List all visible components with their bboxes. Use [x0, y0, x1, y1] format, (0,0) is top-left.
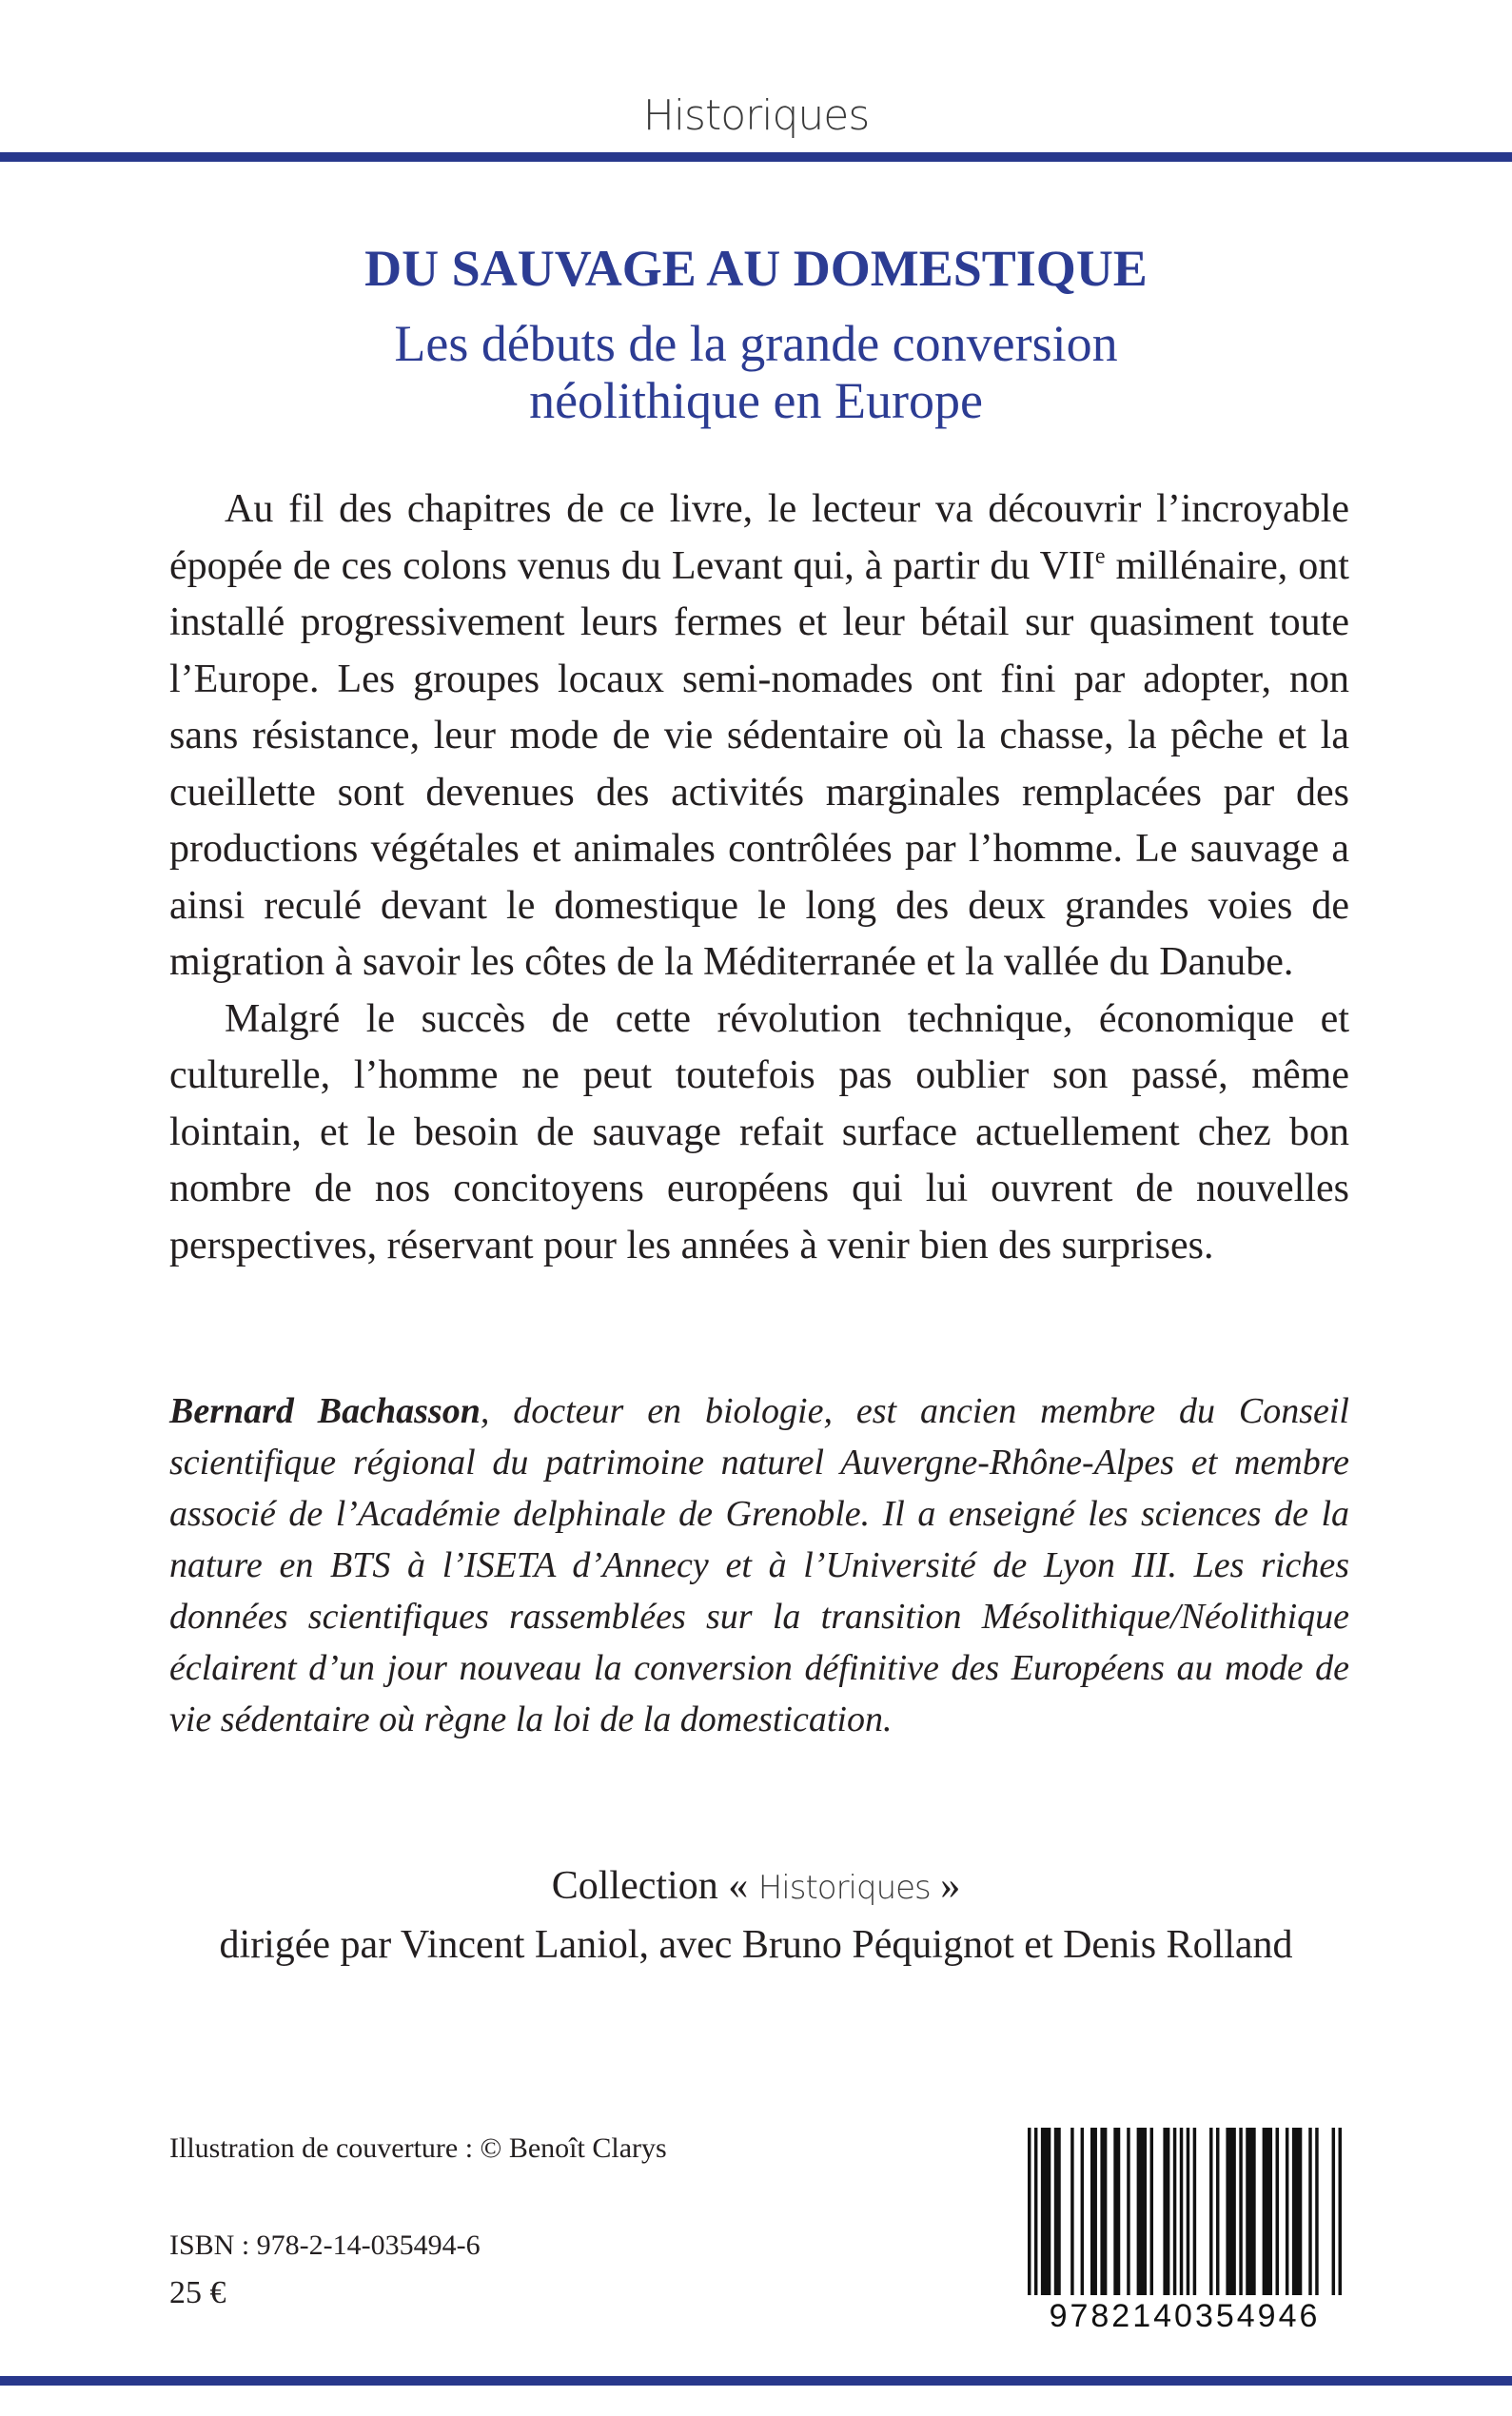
collection-line	[0, 1857, 1512, 1916]
barcode-bar	[1100, 2128, 1107, 2295]
isbn: ISBN : 978-2-14-035494-6	[169, 2229, 481, 2261]
barcode-bar	[1054, 2128, 1061, 2295]
collection-info	[0, 1857, 1512, 1974]
barcode-bar	[1276, 2128, 1279, 2295]
collection-directors: dirigée par Vincent Laniol, avec Bruno Péquignot et Denis Rolland	[219, 1923, 1293, 1967]
author-name: Bernard Bachasson	[169, 1391, 481, 1431]
collection-suffix: »	[930, 1864, 961, 1908]
author-bio-text: , docteur en biologie, est ancien membre du Conseil scientifique régional du patrimoine naturel Auvergne-Rhône-Alpes et membre associé de l’Académie delphinale de Grenoble. Il a enseigné les sciences de la nature en BTS à l’ISETA d’Annecy et à l’Université de Lyon III. Les riches données scientifiques rassemblées sur la transition Mésolithique/Néolithique éclairent d’un jour nouveau la conversion définitive des Européens au mode de vie sédentaire où règne la loi de la domestication.	[169, 1391, 1349, 1739]
blurb-paragraph-2: Malgré le succès de cette révolution technique, économique et culturelle, l’homme ne peut toutefois pas oublier son passé, même lointain, et le besoin de sauvage refait surface actuellement chez bon nombre de nos concitoyens européens qui lui ouvrent de nouvelles perspectives, réservant pour les années à venir bien des surprises.	[169, 996, 1349, 1267]
subtitle-line-2: néolithique en Europe	[529, 372, 983, 429]
blurb-p1-end: millénaire, ont installé progressivement leurs fermes et leur bétail sur quasiment toute l’Europe. Les groupes locaux semi-nomades ont fini par adopter, non sans résistance, leur mode de vie sédentaire où la chasse, la pêche et la cueillette sont devenues des activités marginales remplacées par des productions végétales et animales contrôlées par l’homme. Le sauvage a ainsi reculé devant le domestique le long des deux grandes voies de migration à savoir les côtes de la Méditerranée et la vallée du Danube.	[169, 543, 1349, 984]
barcode-bar	[1239, 2128, 1242, 2295]
barcode-bar	[1034, 2128, 1037, 2295]
barcode-bar	[1339, 2128, 1342, 2295]
barcode	[1028, 2128, 1342, 2337]
bottom-divider	[0, 2376, 1512, 2386]
barcode-bar	[1187, 2128, 1189, 2295]
superscript-e: e	[1094, 543, 1106, 569]
barcode-bar	[1150, 2128, 1153, 2295]
collection-series-logo: Historiques	[757, 1869, 931, 1907]
barcode-bar	[1113, 2128, 1120, 2295]
barcode-bar	[1028, 2128, 1031, 2295]
author-bio	[169, 1385, 1349, 1745]
book-blurb	[169, 481, 1349, 1274]
book-title: DU SAUVAGE AU DOMESTIQUE	[364, 240, 1148, 297]
barcode-bar	[1193, 2128, 1196, 2295]
price: 25 €	[169, 2275, 226, 2310]
barcode-bar	[1137, 2128, 1147, 2295]
barcode-bar	[1090, 2128, 1097, 2295]
book-subtitle	[0, 315, 1512, 429]
barcode-bars	[1028, 2128, 1342, 2295]
blurb-paragraph-1	[169, 481, 1349, 992]
barcode-bar	[1070, 2128, 1073, 2295]
barcode-bar	[1209, 2128, 1212, 2295]
subtitle-line-1: Les débuts de la grande conversion	[394, 315, 1118, 372]
barcode-number: 9782140354946	[1049, 2298, 1321, 2334]
barcode-bar	[1163, 2128, 1169, 2295]
barcode-bar	[1332, 2128, 1335, 2295]
barcode-bar	[1315, 2128, 1318, 2295]
barcode-bar	[1081, 2128, 1084, 2295]
barcode-bar	[1226, 2128, 1235, 2295]
barcode-bar	[1127, 2128, 1129, 2295]
barcode-bar	[1216, 2128, 1219, 2295]
barcode-bar	[1308, 2128, 1311, 2295]
barcode-bar	[1286, 2128, 1288, 2295]
cover-credit: Illustration de couverture : © Benoît Clarys	[169, 2132, 667, 2164]
series-logo: Historiques	[642, 91, 870, 140]
barcode-bar	[1173, 2128, 1176, 2295]
barcode-bar	[1180, 2128, 1183, 2295]
collection-prefix: Collection «	[551, 1864, 758, 1908]
barcode-bar	[1246, 2128, 1255, 2295]
barcode-bar	[1041, 2128, 1051, 2295]
barcode-bar	[1292, 2128, 1302, 2295]
blurb-p1-start: Au fil des chapitres de ce livre, le lecteur va découvrir l’incroyable épopée de ces colons venus du Levant qui, à partir du VII	[169, 487, 1349, 588]
top-divider	[0, 152, 1512, 162]
barcode-bar	[1263, 2128, 1272, 2295]
